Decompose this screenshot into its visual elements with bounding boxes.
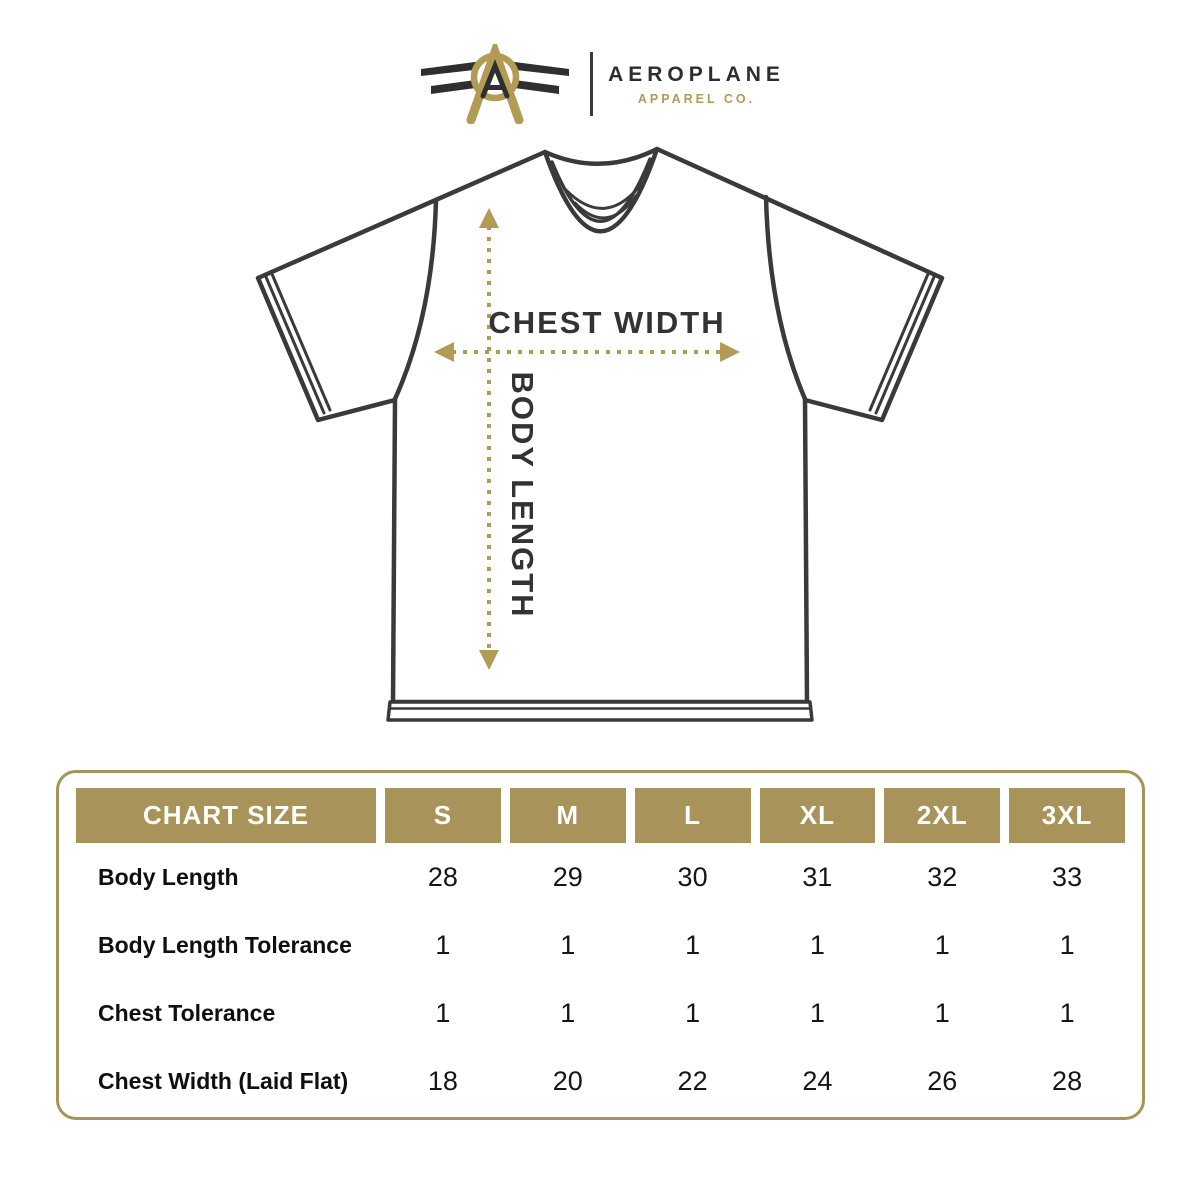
brand-text: [608, 63, 785, 106]
size-header-2xl: 2XL: [884, 788, 1000, 843]
brand-name: AEROPLANE: [608, 62, 785, 86]
cell-value: 1: [934, 997, 950, 1028]
size-header-m: M: [510, 788, 626, 843]
chest-width-label: CHEST WIDTH: [488, 305, 726, 340]
row-label: Chest Tolerance: [98, 999, 276, 1026]
brand-subtitle: APPAREL CO.: [637, 91, 756, 106]
cell-value: 18: [427, 1065, 458, 1096]
cell-value: 33: [1052, 861, 1083, 892]
cell-value: 1: [934, 929, 950, 960]
cell-value: 1: [685, 929, 701, 960]
tshirt-measurement-diagram: [240, 130, 960, 750]
cell-value: 24: [802, 1065, 833, 1096]
cell-value: 1: [1059, 997, 1075, 1028]
logo-divider: [590, 52, 593, 116]
cell-value: 1: [809, 997, 825, 1028]
body-length-label: BODY LENGTH: [505, 371, 540, 619]
table-row-chest-width: [76, 1047, 1125, 1115]
brand-logo: [0, 44, 1200, 124]
cell-value: 22: [677, 1065, 708, 1096]
size-header-xl: XL: [760, 788, 876, 843]
cell-value: 28: [1052, 1065, 1083, 1096]
row-label: Body Length: [98, 863, 239, 890]
cell-value: 32: [927, 861, 958, 892]
row-label: Chest Width (Laid Flat): [98, 1067, 349, 1094]
table-row-body-length-tolerance: [76, 911, 1125, 979]
size-header-3xl: 3XL: [1009, 788, 1125, 843]
cell-value: 1: [809, 929, 825, 960]
cell-value: 20: [552, 1065, 583, 1096]
table-header-row: [76, 788, 1125, 843]
size-header-l: L: [635, 788, 751, 843]
cell-value: 1: [560, 929, 576, 960]
cell-value: 29: [552, 861, 583, 892]
cell-value: 1: [560, 997, 576, 1028]
size-header-s: S: [385, 788, 501, 843]
row-label: Body Length Tolerance: [98, 931, 352, 958]
cell-value: 30: [677, 861, 708, 892]
table-row-chest-tolerance: [76, 979, 1125, 1047]
cell-value: 28: [427, 861, 458, 892]
size-chart-table: [56, 770, 1145, 1120]
cell-value: 1: [685, 997, 701, 1028]
table-title-cell: CHART SIZE: [76, 788, 376, 843]
cell-value: 1: [435, 929, 451, 960]
winged-CA-monogram-icon: [415, 44, 575, 124]
cell-value: 31: [802, 861, 833, 892]
cell-value: 26: [927, 1065, 958, 1096]
tshirt-outline: [240, 130, 960, 750]
table-row-body-length: [76, 843, 1125, 911]
cell-value: 1: [1059, 929, 1075, 960]
cell-value: 1: [435, 997, 451, 1028]
